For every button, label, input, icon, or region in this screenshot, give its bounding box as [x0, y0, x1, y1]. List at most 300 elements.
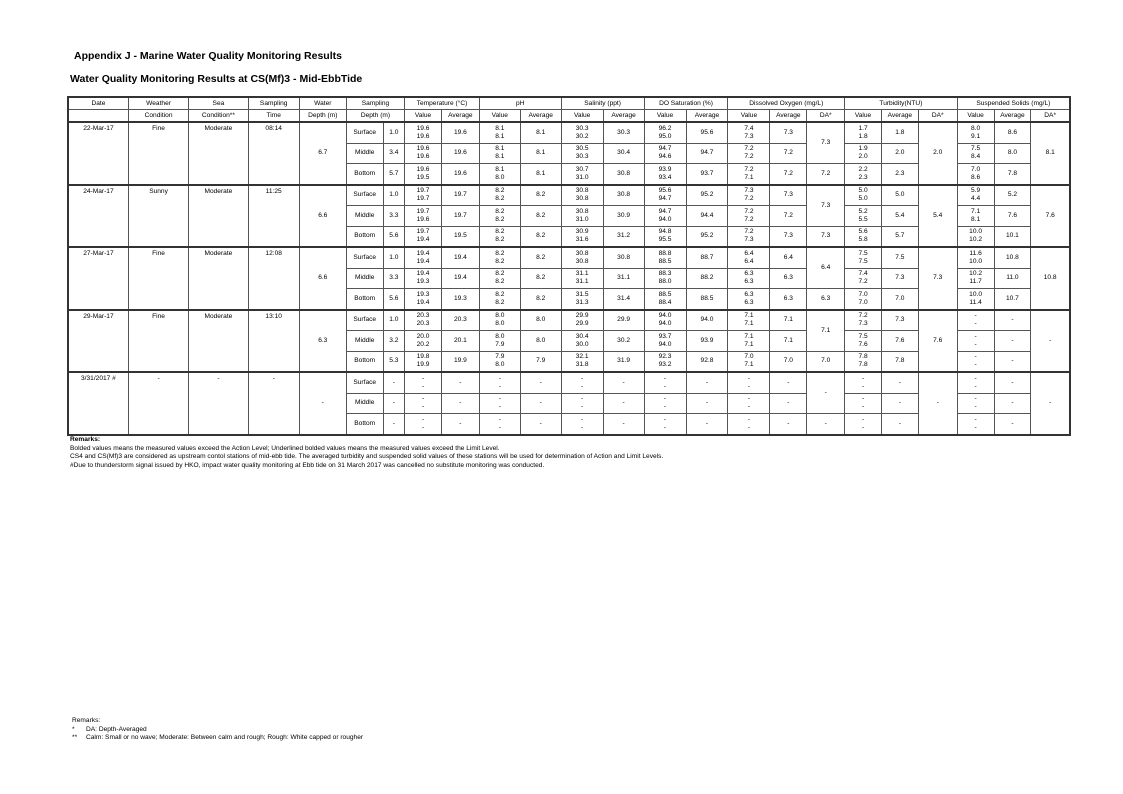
do-da-bottom-cell: 6.3 — [807, 289, 845, 310]
do-sat-average: - — [686, 414, 728, 435]
ss-value — [957, 331, 994, 352]
salinity-value-reading: 29.9 — [575, 312, 589, 320]
salinity-value-reading: 31.8 — [575, 361, 589, 369]
turbidity-average: 7.0 — [881, 289, 918, 310]
turbidity-value — [845, 414, 882, 435]
ph-value-reading: - — [498, 403, 501, 411]
do-sat-value — [644, 185, 686, 206]
ph-value — [479, 331, 520, 352]
salinity-value — [561, 331, 603, 352]
ph-value-reading: - — [498, 423, 501, 431]
do-sat-value — [644, 122, 686, 143]
turbidity-value — [845, 185, 882, 206]
turbidity-value-reading: - — [861, 395, 865, 403]
temp-value-reading: 19.4 — [416, 249, 430, 257]
salinity-value-reading: 30.0 — [575, 340, 589, 348]
ss-value-reading: - — [974, 403, 977, 411]
do-sat-value — [644, 372, 686, 393]
table-row — [68, 122, 1070, 143]
temp-value-reading: 19.7 — [416, 187, 430, 195]
salinity-value-reading: 31.3 — [575, 298, 589, 306]
date-cell: 22-Mar-17 — [68, 122, 128, 185]
depth-cell: 3.3 — [383, 206, 404, 227]
sea-cell: Moderate — [189, 122, 248, 185]
salinity-average: 31.1 — [603, 268, 644, 289]
ph-average: 8.2 — [520, 268, 561, 289]
temp-value — [405, 372, 442, 393]
col-sampling-sub: Depth (m) — [346, 110, 404, 123]
remarks-line: Bolded values means the measured values exceed the Action Level; Underlined bolded values means the measured values exceed the Limit Level. — [70, 444, 500, 452]
ph-value-reading: 8.2 — [495, 249, 505, 257]
do-value-reading: 7.2 — [744, 215, 754, 223]
ss-value-reading: 8.0 — [971, 124, 981, 132]
temp-value-reading: - — [421, 374, 425, 382]
date-group — [68, 122, 1070, 185]
do-average: 6.4 — [770, 247, 807, 268]
ss-value — [957, 310, 994, 331]
ph-value-reading: 8.2 — [495, 270, 505, 278]
ph-average: 8.1 — [520, 122, 561, 143]
ph-value-reading: 8.2 — [495, 228, 505, 236]
date-group — [68, 185, 1070, 248]
footnote-item — [72, 734, 363, 743]
salinity-value — [561, 185, 603, 206]
salinity-value-reading: 31.0 — [575, 173, 589, 181]
water-depth-cell: 6.6 — [299, 247, 346, 310]
salinity-value-reading: - — [581, 395, 584, 403]
do-sat-value-reading: 94.0 — [658, 215, 672, 223]
salinity-value-reading: 30.3 — [575, 124, 589, 132]
temp-value-reading: 19.4 — [416, 257, 430, 265]
turbidity-value — [845, 226, 882, 247]
ph-average: 8.2 — [520, 185, 561, 206]
do-sat-value — [644, 268, 686, 289]
ss-value-reading: 11.7 — [969, 278, 982, 286]
ss-value-reading: 8.4 — [971, 153, 981, 161]
ph-value-reading: 8.0 — [495, 173, 505, 181]
time-cell: - — [248, 372, 299, 435]
do-sat-value — [644, 226, 686, 247]
do-sat-value-reading: - — [663, 423, 667, 431]
depth-cell: 5.6 — [383, 226, 404, 247]
turbidity-value-reading: 7.2 — [858, 278, 868, 286]
do-sat-value-reading: 94.8 — [658, 228, 672, 236]
do-value — [728, 143, 770, 164]
do-sat-value-reading: 88.5 — [658, 257, 672, 265]
do-value — [728, 414, 770, 435]
do-value-reading: 7.2 — [744, 195, 754, 203]
temp-value-reading: - — [421, 395, 425, 403]
do-sat-average: 88.5 — [686, 289, 728, 310]
ph-value-reading: 8.2 — [495, 278, 505, 286]
do-value-reading: 6.3 — [744, 298, 754, 306]
turbidity-average: 5.4 — [881, 206, 918, 227]
do-sat-value-reading: 95.6 — [658, 187, 672, 195]
ph-value-reading: 8.0 — [495, 320, 505, 328]
date-cell: 3/31/2017 # — [68, 372, 128, 435]
level-cell: Middle — [346, 393, 383, 414]
col-value: Value — [957, 110, 994, 123]
do-value — [728, 289, 770, 310]
temp-value-reading: 19.4 — [416, 270, 430, 278]
ss-value-reading: 7.0 — [971, 165, 981, 173]
do-value-reading: 6.4 — [744, 249, 754, 257]
time-cell: 11:25 — [248, 185, 299, 248]
weather-cell: Fine — [128, 122, 188, 185]
turbidity-value-reading: 7.0 — [858, 290, 868, 298]
do-sat-value-reading: 93.7 — [658, 332, 672, 340]
ph-value-reading: - — [498, 415, 501, 423]
ph-value-reading: - — [498, 374, 501, 382]
temp-value-reading: - — [421, 403, 425, 411]
ss-value-reading: - — [974, 382, 977, 390]
do-sat-value-reading: 93.4 — [658, 173, 672, 181]
ph-value-reading: 8.2 — [495, 195, 505, 203]
turbidity-average: - — [881, 393, 918, 414]
ph-average: 8.2 — [520, 289, 561, 310]
turbidity-value — [845, 310, 882, 331]
ph-value-reading: 8.2 — [495, 290, 505, 298]
do-sat-average: 93.7 — [686, 164, 728, 185]
do-value — [728, 268, 770, 289]
do-sat-average: 94.4 — [686, 206, 728, 227]
level-cell: Bottom — [346, 351, 383, 372]
do-average: 7.2 — [770, 143, 807, 164]
depth-cell: 3.2 — [383, 331, 404, 352]
table-row — [68, 247, 1070, 268]
footnote-item — [72, 726, 363, 735]
do-sat-value — [644, 206, 686, 227]
temp-average: 19.7 — [441, 206, 479, 227]
footnotes — [72, 717, 363, 743]
salinity-value-reading: - — [581, 423, 584, 431]
turbidity-value-reading: 7.8 — [858, 361, 868, 369]
salinity-value — [561, 164, 603, 185]
do-da-bottom-cell: 7.2 — [807, 164, 845, 185]
turbidity-value-reading: 1.9 — [858, 145, 868, 153]
weather-cell: Fine — [128, 310, 188, 373]
col-da: DA* — [1031, 110, 1070, 123]
ph-average: 8.1 — [520, 143, 561, 164]
turbidity-value-reading: 2.2 — [858, 165, 868, 173]
col-water-sub: Depth (m) — [299, 110, 346, 123]
col-weather-sub: Condition — [128, 110, 188, 123]
do-average: 7.1 — [770, 331, 807, 352]
level-cell: Bottom — [346, 164, 383, 185]
salinity-average: 30.4 — [603, 143, 644, 164]
do-value — [728, 351, 770, 372]
turbidity-value — [845, 372, 882, 393]
temp-value — [405, 268, 442, 289]
turbidity-value — [845, 351, 882, 372]
ss-da-cell: 10.8 — [1031, 247, 1070, 310]
salinity-value — [561, 226, 603, 247]
ss-da-cell: - — [1031, 310, 1070, 373]
do-sat-average: 95.6 — [686, 122, 728, 143]
do-sat-value-reading: 88.5 — [658, 290, 672, 298]
turbidity-value — [845, 143, 882, 164]
depth-cell: 3.3 — [383, 268, 404, 289]
ph-value — [479, 414, 520, 435]
do-value-reading: 7.1 — [744, 332, 754, 340]
turbidity-value-reading: - — [861, 403, 865, 411]
do-sat-value — [644, 247, 686, 268]
temp-value-reading: 20.2 — [416, 340, 430, 348]
turbidity-value-reading: 7.3 — [858, 320, 868, 328]
ss-value — [957, 351, 994, 372]
ss-da-cell: 7.6 — [1031, 185, 1070, 248]
do-sat-average: 95.2 — [686, 185, 728, 206]
do-average: 6.3 — [770, 268, 807, 289]
turbidity-value-reading: 1.8 — [858, 132, 868, 140]
sea-cell: Moderate — [189, 247, 248, 310]
do-sat-average: 94.0 — [686, 310, 728, 331]
depth-cell: 1.0 — [383, 247, 404, 268]
ph-average: 7.9 — [520, 351, 561, 372]
salinity-average: 31.4 — [603, 289, 644, 310]
turbidity-average: - — [881, 414, 918, 435]
ss-value-reading: 10.0 — [969, 228, 982, 236]
do-sat-value — [644, 289, 686, 310]
do-value-reading: 7.3 — [744, 187, 754, 195]
depth-cell: 3.4 — [383, 143, 404, 164]
do-sat-value-reading: 88.3 — [658, 270, 672, 278]
do-value — [728, 372, 770, 393]
ss-value — [957, 185, 994, 206]
level-cell: Middle — [346, 143, 383, 164]
do-value — [728, 206, 770, 227]
turbidity-value-reading: 5.0 — [858, 187, 868, 195]
footnote-mark: ** — [72, 734, 78, 742]
do-sat-value-reading: - — [663, 374, 667, 382]
table-row — [68, 372, 1070, 393]
level-cell: Surface — [346, 372, 383, 393]
ss-value-reading: 8.6 — [971, 173, 981, 181]
col-water-depth: Water — [299, 97, 346, 110]
do-value-reading: 6.3 — [744, 270, 754, 278]
remarks-heading: Remarks: — [70, 436, 101, 443]
do-sat-average: - — [686, 372, 728, 393]
turbidity-value-reading: 2.3 — [858, 173, 868, 181]
col-turbidity: Turbidity(NTU) — [845, 97, 958, 110]
footnote-text: Calm: Small or no wave; Moderate: Between calm and rough; Rough: White capped or rougher — [86, 734, 364, 742]
do-sat-value-reading: - — [663, 403, 667, 411]
salinity-value — [561, 289, 603, 310]
salinity-value — [561, 122, 603, 143]
col-value: Value — [845, 110, 882, 123]
salinity-value-reading: 31.0 — [575, 215, 589, 223]
salinity-value — [561, 351, 603, 372]
turbidity-da-cell: 5.4 — [918, 185, 957, 248]
salinity-value-reading: 30.7 — [575, 165, 589, 173]
col-sea-sub: Condition** — [189, 110, 248, 123]
temp-value-reading: 20.0 — [416, 332, 430, 340]
turbidity-average: 1.8 — [881, 122, 918, 143]
ss-value-reading: - — [974, 340, 977, 348]
ss-value — [957, 289, 994, 310]
do-sat-value-reading: 95.5 — [658, 236, 672, 244]
table-row — [68, 185, 1070, 206]
ss-value-reading: 10.2 — [969, 270, 982, 278]
ph-value — [479, 122, 520, 143]
temp-average: 20.3 — [441, 310, 479, 331]
salinity-value — [561, 143, 603, 164]
temp-value — [405, 185, 442, 206]
temp-value-reading: 20.3 — [416, 320, 430, 328]
depth-cell: - — [383, 414, 404, 435]
do-sat-value — [644, 164, 686, 185]
level-cell: Surface — [346, 122, 383, 143]
ph-average: 8.0 — [520, 310, 561, 331]
temp-average: 19.4 — [441, 247, 479, 268]
ss-value-reading: - — [974, 423, 977, 431]
temp-value-reading: 19.6 — [416, 215, 430, 223]
turbidity-average: 2.3 — [881, 164, 918, 185]
ss-value-reading: - — [974, 415, 977, 423]
salinity-value-reading: 32.1 — [575, 353, 589, 361]
do-average: 7.3 — [770, 122, 807, 143]
depth-cell: 5.3 — [383, 351, 404, 372]
table-row — [68, 310, 1070, 331]
col-average: Average — [520, 110, 561, 123]
ph-value — [479, 143, 520, 164]
do-value — [728, 226, 770, 247]
temp-average: 19.3 — [441, 289, 479, 310]
temp-value-reading: 19.6 — [416, 132, 430, 140]
do-average: 7.2 — [770, 164, 807, 185]
ph-value-reading: 7.9 — [495, 340, 505, 348]
do-value-reading: - — [747, 382, 751, 390]
ss-value-reading: - — [974, 353, 977, 361]
do-da-cell: 7.1 — [807, 310, 845, 352]
col-ph: pH — [479, 97, 561, 110]
temp-average: 19.6 — [441, 143, 479, 164]
temp-average: 19.6 — [441, 164, 479, 185]
turbidity-value-reading: 7.6 — [858, 340, 868, 348]
temp-value — [405, 122, 442, 143]
turbidity-value-reading: 2.0 — [858, 153, 868, 161]
salinity-value-reading: 30.8 — [575, 195, 589, 203]
ss-value — [957, 393, 994, 414]
do-sat-average: - — [686, 393, 728, 414]
depth-cell: 1.0 — [383, 185, 404, 206]
depth-cell: 1.0 — [383, 310, 404, 331]
ss-average: 7.8 — [994, 164, 1031, 185]
col-weather: Weather — [128, 97, 188, 110]
salinity-value-reading: 30.5 — [575, 145, 589, 153]
do-value-reading: 7.0 — [744, 353, 754, 361]
depth-cell: - — [383, 372, 404, 393]
turbidity-average: 5.0 — [881, 185, 918, 206]
do-da-cell: 7.3 — [807, 185, 845, 227]
col-do-saturation: DO Saturation (%) — [644, 97, 728, 110]
do-average: - — [770, 372, 807, 393]
ss-value — [957, 372, 994, 393]
do-da-bottom-cell: - — [807, 414, 845, 435]
ss-average: - — [994, 310, 1031, 331]
turbidity-value-reading: - — [861, 415, 865, 423]
do-average: - — [770, 393, 807, 414]
do-sat-value-reading: 94.7 — [658, 207, 672, 215]
do-sat-average: 88.2 — [686, 268, 728, 289]
level-cell: Middle — [346, 268, 383, 289]
ss-value-reading: 11.6 — [969, 249, 982, 257]
do-value-reading: 7.3 — [744, 132, 754, 140]
do-value-reading: - — [747, 395, 751, 403]
temp-average: 19.7 — [441, 185, 479, 206]
turbidity-value — [845, 289, 882, 310]
do-sat-value-reading: 93.2 — [658, 361, 672, 369]
salinity-value-reading: 31.5 — [575, 290, 589, 298]
temp-value-reading: 19.7 — [416, 207, 430, 215]
turbidity-average: 7.6 — [881, 331, 918, 352]
salinity-average: 31.9 — [603, 351, 644, 372]
do-sat-value-reading: 94.7 — [658, 195, 672, 203]
col-salinity: Salinity (ppt) — [561, 97, 644, 110]
ph-value-reading: 8.0 — [495, 332, 505, 340]
depth-cell: 1.0 — [383, 122, 404, 143]
do-sat-value-reading: 94.6 — [658, 153, 672, 161]
turbidity-value-reading: 7.8 — [858, 353, 868, 361]
ss-value-reading: 10.2 — [969, 236, 982, 244]
ph-average: 8.2 — [520, 226, 561, 247]
do-sat-value-reading: 92.3 — [658, 353, 672, 361]
do-value-reading: 7.4 — [744, 124, 754, 132]
col-da: DA* — [807, 110, 845, 123]
turbidity-value-reading: 7.4 — [858, 270, 868, 278]
do-sat-value-reading: 94.0 — [658, 320, 672, 328]
ph-average: - — [520, 372, 561, 393]
ss-value-reading: - — [974, 332, 977, 340]
do-sat-value — [644, 331, 686, 352]
do-value — [728, 185, 770, 206]
temp-value-reading: 19.9 — [416, 361, 430, 369]
col-average: Average — [994, 110, 1031, 123]
footnote-mark: * — [72, 725, 75, 733]
do-sat-value-reading: 95.0 — [658, 132, 672, 140]
salinity-average: 30.8 — [603, 247, 644, 268]
do-da-bottom-cell: 7.0 — [807, 351, 845, 372]
ss-average: 5.2 — [994, 185, 1031, 206]
ph-average: - — [520, 393, 561, 414]
do-average: 7.3 — [770, 226, 807, 247]
turbidity-da-cell: 7.6 — [918, 310, 957, 373]
do-value-reading: 6.3 — [744, 290, 754, 298]
col-average: Average — [770, 110, 807, 123]
salinity-value — [561, 206, 603, 227]
depth-cell: 5.6 — [383, 289, 404, 310]
col-value: Value — [644, 110, 686, 123]
col-sea: Sea — [189, 97, 248, 110]
ph-average: 8.0 — [520, 331, 561, 352]
turbidity-da-cell: 7.3 — [918, 247, 957, 310]
turbidity-average: 7.3 — [881, 310, 918, 331]
temp-value-reading: - — [421, 382, 425, 390]
do-value-reading: - — [747, 403, 751, 411]
do-value-reading: 7.2 — [744, 153, 754, 161]
do-sat-value-reading: 94.7 — [658, 145, 672, 153]
ss-value-reading: 7.1 — [971, 207, 981, 215]
do-sat-value-reading: - — [663, 382, 667, 390]
do-value-reading: - — [747, 374, 751, 382]
date-cell: 29-Mar-17 — [68, 310, 128, 373]
ph-value-reading: - — [498, 395, 501, 403]
col-average: Average — [603, 110, 644, 123]
salinity-average: 30.2 — [603, 331, 644, 352]
do-average: 6.3 — [770, 289, 807, 310]
do-da-cell: - — [807, 372, 845, 414]
ph-average: - — [520, 414, 561, 435]
